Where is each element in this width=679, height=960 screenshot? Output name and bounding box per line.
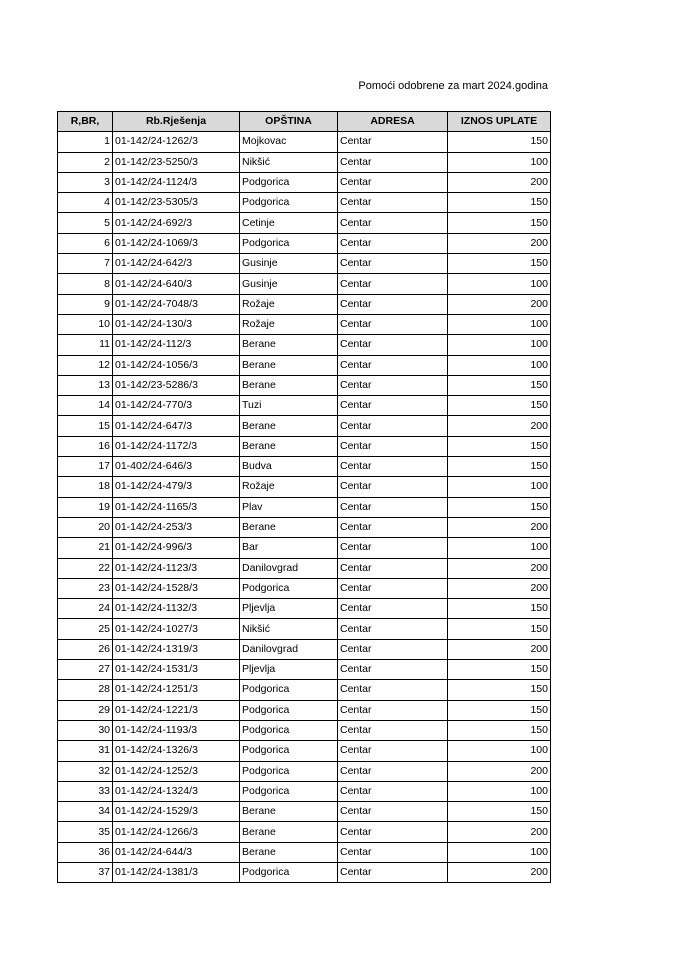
cell-adresa: Centar (338, 497, 448, 517)
table-row (58, 720, 551, 740)
cell-rbr: 11 (58, 335, 113, 355)
cell-rjesenje: 01-142/24-647/3 (113, 416, 240, 436)
cell-iznos: 150 (448, 132, 551, 152)
cell-adresa: Centar (338, 700, 448, 720)
table-row (58, 680, 551, 700)
table-row (58, 314, 551, 334)
cell-iznos: 200 (448, 172, 551, 192)
table-row (58, 152, 551, 172)
cell-adresa: Centar (338, 274, 448, 294)
cell-rjesenje: 01-142/24-644/3 (113, 842, 240, 862)
cell-iznos: 100 (448, 781, 551, 801)
cell-adresa: Centar (338, 842, 448, 862)
cell-iznos: 100 (448, 741, 551, 761)
cell-iznos: 200 (448, 761, 551, 781)
cell-iznos: 200 (448, 578, 551, 598)
cell-rbr: 16 (58, 436, 113, 456)
cell-iznos: 200 (448, 294, 551, 314)
table-row (58, 132, 551, 152)
cell-adresa: Centar (338, 862, 448, 882)
table-row (58, 213, 551, 233)
table-row (58, 355, 551, 375)
header-rjesenje: Rb.Rješenja (113, 112, 240, 132)
cell-adresa: Centar (338, 720, 448, 740)
cell-iznos: 100 (448, 314, 551, 334)
cell-opstina: Bar (240, 538, 338, 558)
cell-adresa: Centar (338, 294, 448, 314)
cell-rjesenje: 01-142/24-1165/3 (113, 497, 240, 517)
cell-rjesenje: 01-142/24-7048/3 (113, 294, 240, 314)
cell-adresa: Centar (338, 639, 448, 659)
cell-rbr: 8 (58, 274, 113, 294)
cell-rjesenje: 01-142/24-1381/3 (113, 862, 240, 882)
cell-iznos: 150 (448, 436, 551, 456)
cell-iznos: 150 (448, 457, 551, 477)
cell-rbr: 35 (58, 822, 113, 842)
header-opstina: OPŠTINA (240, 112, 338, 132)
cell-iznos: 150 (448, 193, 551, 213)
cell-rbr: 24 (58, 599, 113, 619)
cell-opstina: Berane (240, 822, 338, 842)
cell-adresa: Centar (338, 741, 448, 761)
cell-adresa: Centar (338, 254, 448, 274)
cell-rbr: 14 (58, 396, 113, 416)
cell-rjesenje: 01-402/24-646/3 (113, 457, 240, 477)
cell-opstina: Nikšić (240, 619, 338, 639)
cell-rjesenje: 01-142/24-996/3 (113, 538, 240, 558)
cell-opstina: Rožaje (240, 477, 338, 497)
cell-opstina: Berane (240, 802, 338, 822)
cell-rjesenje: 01-142/24-1221/3 (113, 700, 240, 720)
cell-iznos: 150 (448, 599, 551, 619)
table-row (58, 477, 551, 497)
cell-rbr: 22 (58, 558, 113, 578)
cell-opstina: Berane (240, 517, 338, 537)
cell-rbr: 19 (58, 497, 113, 517)
cell-iznos: 200 (448, 639, 551, 659)
cell-opstina: Rožaje (240, 294, 338, 314)
cell-rjesenje: 01-142/24-1528/3 (113, 578, 240, 598)
cell-rbr: 17 (58, 457, 113, 477)
cell-rbr: 25 (58, 619, 113, 639)
cell-rbr: 26 (58, 639, 113, 659)
cell-opstina: Podgorica (240, 680, 338, 700)
cell-adresa: Centar (338, 213, 448, 233)
table-row (58, 517, 551, 537)
cell-opstina: Podgorica (240, 741, 338, 761)
cell-rbr: 20 (58, 517, 113, 537)
cell-rbr: 4 (58, 193, 113, 213)
cell-iznos: 100 (448, 355, 551, 375)
cell-adresa: Centar (338, 193, 448, 213)
cell-rbr: 12 (58, 355, 113, 375)
cell-rjesenje: 01-142/24-479/3 (113, 477, 240, 497)
table-row (58, 538, 551, 558)
cell-rjesenje: 01-142/24-112/3 (113, 335, 240, 355)
table-row (58, 639, 551, 659)
table-row (58, 660, 551, 680)
cell-iznos: 150 (448, 254, 551, 274)
cell-opstina: Pljevlja (240, 660, 338, 680)
cell-opstina: Podgorica (240, 761, 338, 781)
cell-iznos: 200 (448, 233, 551, 253)
cell-rjesenje: 01-142/24-1069/3 (113, 233, 240, 253)
cell-rbr: 1 (58, 132, 113, 152)
cell-adresa: Centar (338, 517, 448, 537)
cell-iznos: 150 (448, 680, 551, 700)
cell-adresa: Centar (338, 172, 448, 192)
table-row (58, 578, 551, 598)
cell-rjesenje: 01-142/24-253/3 (113, 517, 240, 537)
cell-adresa: Centar (338, 477, 448, 497)
table-row (58, 335, 551, 355)
cell-opstina: Gusinje (240, 254, 338, 274)
cell-adresa: Centar (338, 375, 448, 395)
cell-iznos: 100 (448, 335, 551, 355)
document-title: Pomoći odobrene za mart 2024.godina (358, 80, 548, 92)
table-row (58, 781, 551, 801)
cell-adresa: Centar (338, 781, 448, 801)
cell-adresa: Centar (338, 436, 448, 456)
header-iznos: IZNOS UPLATE (448, 112, 551, 132)
payments-table (57, 111, 551, 883)
cell-rjesenje: 01-142/23-5305/3 (113, 193, 240, 213)
cell-iznos: 200 (448, 862, 551, 882)
cell-rjesenje: 01-142/24-1027/3 (113, 619, 240, 639)
cell-opstina: Podgorica (240, 172, 338, 192)
cell-opstina: Podgorica (240, 700, 338, 720)
table-row (58, 599, 551, 619)
cell-rbr: 23 (58, 578, 113, 598)
cell-adresa: Centar (338, 152, 448, 172)
cell-adresa: Centar (338, 802, 448, 822)
cell-adresa: Centar (338, 660, 448, 680)
cell-adresa: Centar (338, 457, 448, 477)
cell-opstina: Berane (240, 842, 338, 862)
cell-rjesenje: 01-142/24-1266/3 (113, 822, 240, 842)
cell-iznos: 100 (448, 274, 551, 294)
cell-adresa: Centar (338, 578, 448, 598)
cell-iznos: 150 (448, 720, 551, 740)
cell-adresa: Centar (338, 558, 448, 578)
cell-adresa: Centar (338, 761, 448, 781)
table-row (58, 862, 551, 882)
cell-opstina: Berane (240, 416, 338, 436)
cell-iznos: 200 (448, 517, 551, 537)
cell-rbr: 28 (58, 680, 113, 700)
cell-rjesenje: 01-142/24-1324/3 (113, 781, 240, 801)
cell-rbr: 3 (58, 172, 113, 192)
cell-opstina: Pljevlja (240, 599, 338, 619)
cell-rjesenje: 01-142/24-1531/3 (113, 660, 240, 680)
cell-adresa: Centar (338, 680, 448, 700)
cell-rbr: 7 (58, 254, 113, 274)
cell-rjesenje: 01-142/24-692/3 (113, 213, 240, 233)
cell-rjesenje: 01-142/24-1262/3 (113, 132, 240, 152)
cell-adresa: Centar (338, 619, 448, 639)
cell-iznos: 100 (448, 842, 551, 862)
cell-adresa: Centar (338, 314, 448, 334)
table-row (58, 619, 551, 639)
cell-iznos: 200 (448, 558, 551, 578)
table-row (58, 497, 551, 517)
cell-adresa: Centar (338, 355, 448, 375)
cell-rjesenje: 01-142/24-1056/3 (113, 355, 240, 375)
cell-rbr: 9 (58, 294, 113, 314)
table-row (58, 254, 551, 274)
cell-opstina: Tuzi (240, 396, 338, 416)
cell-opstina: Berane (240, 335, 338, 355)
cell-iznos: 150 (448, 396, 551, 416)
cell-rbr: 21 (58, 538, 113, 558)
cell-iznos: 150 (448, 619, 551, 639)
cell-rbr: 30 (58, 720, 113, 740)
cell-rbr: 2 (58, 152, 113, 172)
table-row (58, 700, 551, 720)
cell-rjesenje: 01-142/24-1319/3 (113, 639, 240, 659)
cell-rjesenje: 01-142/23-5250/3 (113, 152, 240, 172)
table-row (58, 558, 551, 578)
table-row (58, 822, 551, 842)
cell-opstina: Berane (240, 375, 338, 395)
cell-opstina: Podgorica (240, 233, 338, 253)
table-row (58, 457, 551, 477)
table-row (58, 741, 551, 761)
cell-rbr: 27 (58, 660, 113, 680)
cell-rbr: 34 (58, 802, 113, 822)
cell-rjesenje: 01-142/24-1326/3 (113, 741, 240, 761)
cell-adresa: Centar (338, 132, 448, 152)
table-header-row (58, 112, 551, 132)
cell-rbr: 29 (58, 700, 113, 720)
table-row (58, 233, 551, 253)
cell-iznos: 150 (448, 700, 551, 720)
cell-opstina: Plav (240, 497, 338, 517)
cell-rjesenje: 01-142/24-1172/3 (113, 436, 240, 456)
table-row (58, 375, 551, 395)
cell-opstina: Podgorica (240, 720, 338, 740)
cell-rjesenje: 01-142/24-1193/3 (113, 720, 240, 740)
cell-iznos: 200 (448, 416, 551, 436)
cell-opstina: Podgorica (240, 862, 338, 882)
cell-iznos: 100 (448, 152, 551, 172)
table-row (58, 193, 551, 213)
cell-rbr: 13 (58, 375, 113, 395)
cell-iznos: 150 (448, 375, 551, 395)
cell-iznos: 100 (448, 538, 551, 558)
cell-opstina: Cetinje (240, 213, 338, 233)
cell-rjesenje: 01-142/23-5286/3 (113, 375, 240, 395)
cell-opstina: Danilovgrad (240, 558, 338, 578)
cell-rjesenje: 01-142/24-770/3 (113, 396, 240, 416)
cell-iznos: 150 (448, 497, 551, 517)
cell-opstina: Rožaje (240, 314, 338, 334)
cell-opstina: Berane (240, 355, 338, 375)
cell-rbr: 33 (58, 781, 113, 801)
cell-adresa: Centar (338, 416, 448, 436)
cell-adresa: Centar (338, 822, 448, 842)
cell-adresa: Centar (338, 233, 448, 253)
cell-iznos: 150 (448, 660, 551, 680)
cell-rbr: 6 (58, 233, 113, 253)
table-row (58, 416, 551, 436)
cell-rjesenje: 01-142/24-642/3 (113, 254, 240, 274)
table-row (58, 396, 551, 416)
table-row (58, 172, 551, 192)
table-row (58, 294, 551, 314)
cell-iznos: 100 (448, 477, 551, 497)
header-rbr: R,BR, (58, 112, 113, 132)
table-row (58, 842, 551, 862)
cell-adresa: Centar (338, 396, 448, 416)
cell-rjesenje: 01-142/24-1123/3 (113, 558, 240, 578)
cell-iznos: 200 (448, 822, 551, 842)
table-row (58, 761, 551, 781)
cell-opstina: Danilovgrad (240, 639, 338, 659)
cell-rjesenje: 01-142/24-1132/3 (113, 599, 240, 619)
cell-opstina: Podgorica (240, 193, 338, 213)
cell-rjesenje: 01-142/24-130/3 (113, 314, 240, 334)
cell-rbr: 37 (58, 862, 113, 882)
cell-adresa: Centar (338, 538, 448, 558)
cell-rbr: 18 (58, 477, 113, 497)
table-row (58, 436, 551, 456)
cell-opstina: Mojkovac (240, 132, 338, 152)
cell-iznos: 150 (448, 802, 551, 822)
cell-opstina: Podgorica (240, 578, 338, 598)
cell-iznos: 150 (448, 213, 551, 233)
cell-opstina: Podgorica (240, 781, 338, 801)
cell-rbr: 31 (58, 741, 113, 761)
cell-opstina: Nikšić (240, 152, 338, 172)
cell-adresa: Centar (338, 335, 448, 355)
cell-rjesenje: 01-142/24-1252/3 (113, 761, 240, 781)
header-adresa: ADRESA (338, 112, 448, 132)
table-row (58, 274, 551, 294)
cell-opstina: Gusinje (240, 274, 338, 294)
cell-rjesenje: 01-142/24-1251/3 (113, 680, 240, 700)
cell-rjesenje: 01-142/24-640/3 (113, 274, 240, 294)
cell-adresa: Centar (338, 599, 448, 619)
cell-rbr: 5 (58, 213, 113, 233)
cell-opstina: Berane (240, 436, 338, 456)
cell-rbr: 15 (58, 416, 113, 436)
cell-opstina: Budva (240, 457, 338, 477)
cell-rjesenje: 01-142/24-1529/3 (113, 802, 240, 822)
cell-rbr: 10 (58, 314, 113, 334)
cell-rjesenje: 01-142/24-1124/3 (113, 172, 240, 192)
cell-rbr: 36 (58, 842, 113, 862)
cell-rbr: 32 (58, 761, 113, 781)
table-row (58, 802, 551, 822)
